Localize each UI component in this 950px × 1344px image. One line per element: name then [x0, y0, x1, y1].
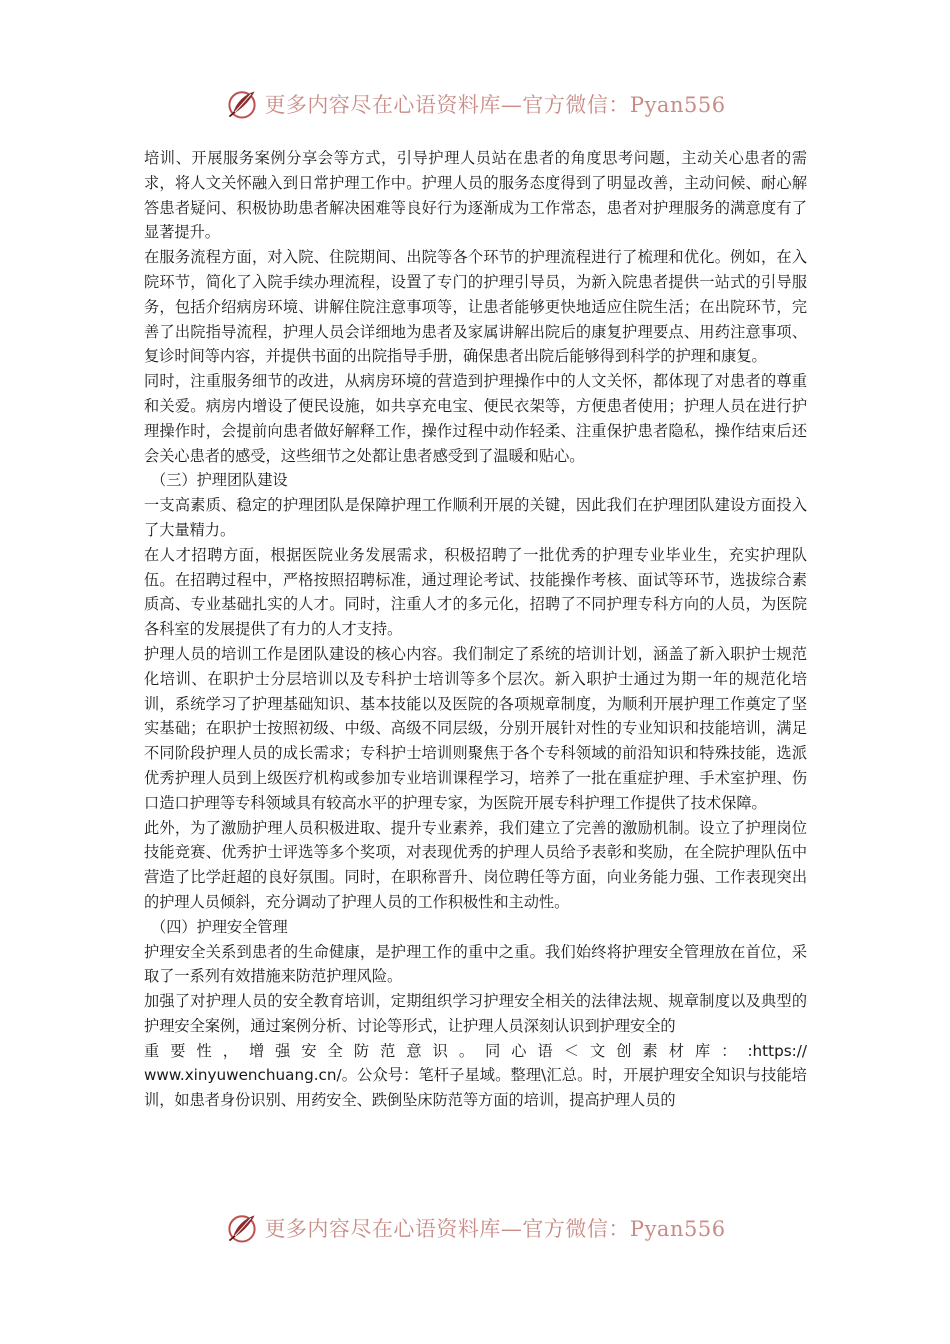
watermark-text: 更多内容尽在心语资料库—官方微信：Pyan556	[264, 1217, 726, 1241]
paragraph: www.xinyuwenchuang.cn/。公众号：笔杆子星域。整理\汇总。时，开展护理安全知识与技能培训，如患者身份识别、用药安全、跌倒坠床防范等方面的培训，提高护理人员的	[144, 1066, 807, 1110]
paragraph: 护理安全关系到患者的生命健康，是护理工作的重中之重。我们始终将护理安全管理放在首位，采取了一系列有效措施来防范护理风险。	[144, 942, 807, 986]
paragraph: 在服务流程方面，对入院、住院期间、出院等各个环节的护理流程进行了梳理和优化。例如，在入院环节，简化了入院手续办理流程，设置了专门的护理引导员，为新入院患者提供一站式的引导服务，包括介绍病房环境、讲解住院注意事项等，让患者能够更快地适应住院生活；在出院环节，完善了出院指导流程，护理人员会详细地为患者及家属讲解出院后的康复护理要点、用药注意事项、复诊时间等内容，并提供书面的出院指导手册，确保患者出院后能够得到科学的护理和康复。	[144, 248, 807, 366]
paragraph: 在人才招聘方面，根据医院业务发展需求，积极招聘了一批优秀的护理专业毕业生，充实护理队伍。在招聘过程中，严格按照招聘标准，通过理论考试、技能操作考核、面试等环节，选拔综合素质高、专业基础扎实的人才。同时，注重人才的多元化，招聘了不同护理专科方向的人员，为医院各科室的发展提供了有力的人才支持。	[144, 545, 807, 639]
watermark-text: 更多内容尽在心语资料库—官方微信：Pyan556	[264, 93, 726, 117]
leaf-pen-logo-icon	[224, 1210, 260, 1246]
leaf-pen-logo-icon	[224, 86, 260, 122]
section-heading: （三）护理团队建设	[151, 471, 288, 490]
paragraph: 加强了对护理人员的安全教育培训，定期组织学习护理安全相关的法律法规、规章制度以及典型的护理安全案例，通过案例分析、讨论等形式，让护理人员深刻认识到护理安全的	[144, 992, 807, 1035]
paragraph-line: 重要性，增强安全防范意识。同心语＜文创素材库：:https://	[144, 1041, 807, 1060]
watermark-banner-top	[0, 84, 950, 124]
paragraph: 培训、开展服务案例分享会等方式，引导护理人员站在患者的角度思考问题，主动关心患者的需求，将人文关怀融入到日常护理工作中。护理人员的服务态度得到了明显改善，主动问候、耐心解答患者疑问、积极协助患者解决困难等良好行为逐渐成为工作常态，患者对护理服务的满意度有了显著提升。	[144, 149, 807, 242]
section-heading: （四）护理安全管理	[151, 917, 288, 936]
paragraph: 护理人员的培训工作是团队建设的核心内容。我们制定了系统的培训计划，涵盖了新入职护士规范化培训、在职护士分层培训以及专科护士培训等多个层次。新入职护士通过为期一年的规范化培训，系统学习了护理基础知识、基本技能以及医院的各项规章制度，为顺利开展护理工作奠定了坚实基础；在职护士按照初级、中级、高级不同层级，分别开展针对性的专业知识和技能培训，满足不同阶段护理人员的成长需求；专科护士培训则聚焦于各个专科领域的前沿知识和特殊技能，选派优秀护理人员到上级医疗机构或参加专业培训课程学习，培养了一批在重症护理、手术室护理、伤口造口护理等专科领域具有较高水平的护理专家，为医院开展专科护理工作提供了技术保障。	[144, 644, 807, 812]
paragraph: 同时，注重服务细节的改进，从病房环境的营造到护理操作中的人文关怀，都体现了对患者的尊重和关爱。病房内增设了便民设施，如共享充电宝、便民衣架等，方便患者使用；护理人员在进行护理操作时，会提前向患者做好解释工作，操作过程中动作轻柔、注重保护患者隐私，操作结束后还会关心患者的感受，这些细节之处都让患者感受到了温暖和贴心。	[144, 372, 807, 465]
document-body	[144, 146, 807, 1113]
paragraph: 此外，为了激励护理人员积极进取、提升专业素养，我们建立了完善的激励机制。设立了护理岗位技能竞赛、优秀护士评选等多个奖项，对表现优秀的护理人员给予表彰和奖励，在全院护理队伍中营造了比学赶超的良好氛围。同时，在职称晋升、岗位聘任等方面，向业务能力强、工作表现突出的护理人员倾斜，充分调动了护理人员的工作积极性和主动性。	[144, 818, 807, 911]
watermark-banner-bottom	[0, 1208, 950, 1248]
paragraph: 一支高素质、稳定的护理团队是保障护理工作顺利开展的关键，因此我们在护理团队建设方面投入了大量精力。	[144, 496, 807, 539]
